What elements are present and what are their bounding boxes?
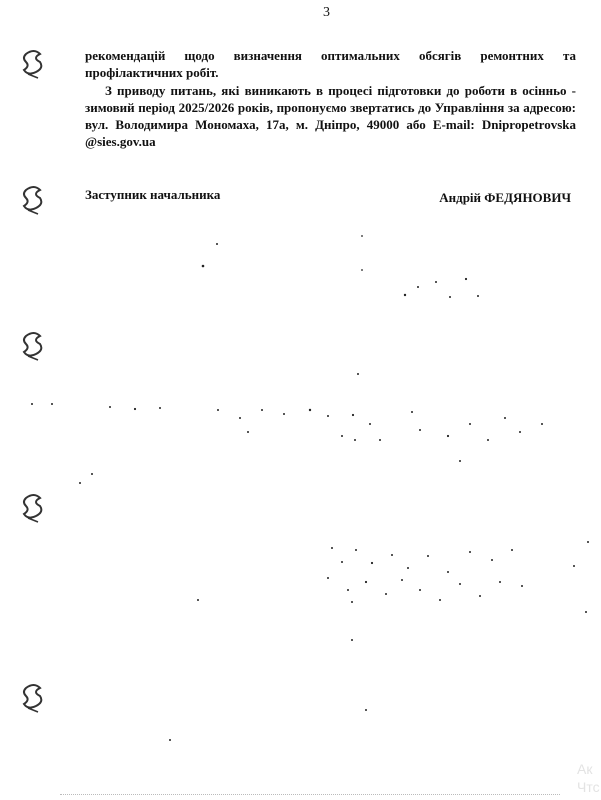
punch-hole-mark-icon: [20, 330, 46, 364]
watermark-line: Ак: [577, 761, 593, 777]
page-number: 3: [323, 5, 330, 20]
punch-hole-mark-icon: [20, 682, 46, 716]
activation-watermark: [577, 760, 601, 796]
punch-hole-mark-icon: [20, 184, 46, 218]
signatory-title: Заступник начальника: [85, 187, 221, 202]
signatory-name: Андрій ФЕДЯНОВИЧ: [439, 190, 571, 205]
punch-hole-mark-icon: [20, 48, 46, 82]
watermark-line: Чтс: [577, 779, 600, 795]
bottom-rule: [60, 794, 560, 795]
paragraph-recommendations: рекомендацій щодо визначення оптимальних обсягів ремонтних та профілактичних робіт.: [85, 48, 576, 80]
paragraph-contact-info: З приводу питань, які виникають в процесі підготовки до роботи в осінньо - зимовий період 2025/2026 років, пропонуємо звертатись до Управління за адресою: вул. Володимира Мономаха, 17а, м. Дніпро, 49000 або E-mail: Dnipropetrovska @sies.gov.ua: [85, 83, 576, 149]
punch-hole-mark-icon: [20, 492, 46, 526]
